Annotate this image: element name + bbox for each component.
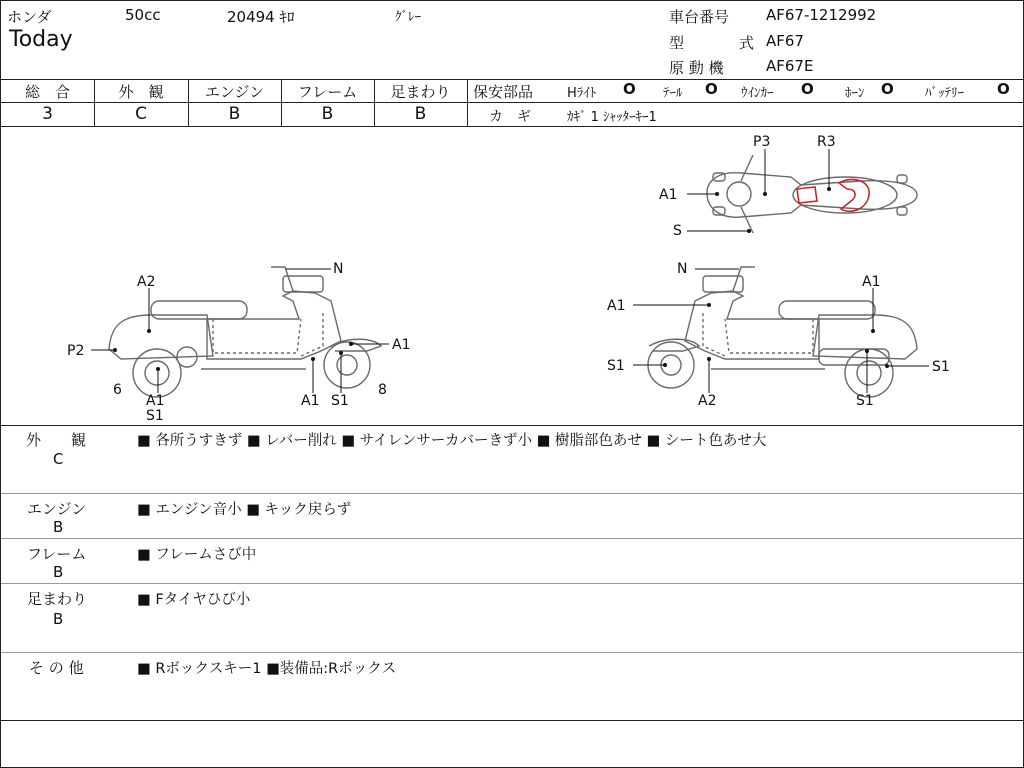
label-six: 6 (113, 382, 122, 398)
grade-label-frame: フレーム (297, 83, 358, 101)
grid-line (1, 425, 1023, 426)
type-value: AF67 (766, 32, 804, 50)
safety-item-horn: ﾎｰﾝ (845, 86, 865, 101)
safety-item-battery: ﾊﾞｯﾃﾘｰ (925, 86, 964, 101)
note: Fタイヤひび小 (155, 592, 251, 608)
label-n-right: N (677, 261, 688, 277)
safety-mark-headlight: O (623, 80, 636, 98)
engine-label: 原 動 機 (669, 59, 724, 77)
safety-mark-horn: O (881, 80, 894, 98)
grade-label-exterior: 外 観 (118, 83, 164, 101)
label-s1-right-bottom: S1 (856, 393, 874, 409)
section-label-suspension: 足まわり (27, 590, 88, 608)
note: フレームさび中 (155, 547, 257, 563)
note: レバー削れ (265, 433, 337, 449)
grade-label-engine: エンジン (204, 83, 265, 101)
label-a2-left: A2 (137, 274, 156, 290)
note: 樹脂部色あせ (554, 433, 642, 449)
type-label-2: 式 (739, 34, 755, 52)
safety-item-headlight: Hﾗｲﾄ (567, 86, 597, 101)
grade-value-suspension: B (414, 104, 427, 124)
damage-diagram (1, 127, 1023, 425)
safety-item-tail: ﾃｰﾙ (663, 86, 683, 101)
label-s1-right-front: S1 (607, 358, 625, 374)
section-label-engine: エンジン (27, 500, 87, 518)
grade-value-overall: 3 (42, 104, 53, 124)
maker: ホンダ (7, 8, 52, 26)
mileage: 20494 ｷﾛ (227, 8, 295, 26)
grid-line (1, 102, 467, 103)
label-eight: 8 (378, 382, 387, 398)
section-label-frame: フレーム (27, 545, 87, 563)
grade-value-frame: B (321, 104, 334, 124)
note: キック戻らず (264, 502, 352, 518)
label-s1-right-rear: S1 (932, 359, 950, 375)
note: 装備品:Rボックス (279, 661, 397, 677)
grid-line (1, 538, 1023, 539)
grid-line (1, 493, 1023, 494)
chassis-value: AF67-1212992 (766, 6, 877, 24)
label-a1-top: A1 (659, 187, 678, 203)
engine-value: AF67E (766, 57, 814, 75)
key-value: ｶｷﾞ 1 ｼｬｯﾀｰｷｰ1 (567, 110, 657, 125)
section-notes-suspension: ■ Fタイヤひび小 (137, 592, 251, 608)
safety-label: 保安部品 (473, 83, 534, 101)
label-a1-right-top: A1 (862, 274, 881, 290)
section-label-other: そ の 他 (29, 659, 84, 677)
type-label: 型 (669, 34, 685, 52)
label-s-top: S (673, 223, 682, 239)
grade-value-engine: B (228, 104, 241, 124)
label-p3: P3 (753, 134, 771, 150)
note: Rボックスキー1 (155, 661, 262, 677)
safety-item-winker: ｳｲﾝｶｰ (741, 86, 774, 101)
label-a1-left-front: A1 (392, 337, 411, 353)
grid-line (1, 720, 1023, 721)
displacement: 50cc (125, 6, 161, 24)
section-grade-exterior: C (53, 450, 64, 468)
section-notes-exterior: ■ 各所うすきず ■ レバー削れ ■ サイレンサーカバーきず小 ■ 樹脂部色あせ ■ シート色あせ大 (137, 433, 767, 449)
grid-line (467, 102, 1023, 103)
section-notes-other: ■ Rボックスキー1 ■装備品:Rボックス (137, 661, 397, 677)
safety-mark-battery: O (997, 80, 1010, 98)
label-a1-left-center: A1 (301, 393, 320, 409)
grade-label-overall: 総 合 (24, 83, 70, 101)
note: シート色あせ大 (664, 433, 767, 449)
scooter-top-view (707, 155, 917, 233)
key-label: カ ギ (489, 109, 531, 125)
grade-value-exterior: C (135, 104, 147, 124)
label-a1-right-front: A1 (607, 298, 626, 314)
note: 各所うすきず (155, 433, 243, 449)
grid-line (1, 652, 1023, 653)
label-r3: R3 (817, 134, 836, 150)
section-grade-engine: B (53, 518, 64, 536)
section-label-exterior: 外 観 (26, 431, 87, 449)
label-a2-right: A2 (698, 393, 717, 409)
color-value: ｸﾞﾚｰ (395, 10, 421, 25)
note: サイレンサーカバーきず小 (359, 433, 532, 449)
label-p2: P2 (67, 343, 85, 359)
model-name: Today (9, 27, 73, 52)
grade-label-suspension: 足まわり (390, 83, 451, 101)
chassis-label: 車台番号 (669, 8, 730, 26)
note: エンジン音小 (155, 502, 242, 518)
section-grade-frame: B (53, 563, 64, 581)
label-a1-left-rear: A1 (146, 393, 165, 409)
safety-mark-tail: O (705, 80, 718, 98)
label-n-left: N (333, 261, 344, 277)
section-notes-frame: ■ フレームさび中 (137, 547, 257, 563)
safety-mark-winker: O (801, 80, 814, 98)
section-notes-engine: ■ エンジン音小 ■ キック戻らず (137, 502, 352, 518)
label-s1-left-rear: S1 (146, 408, 164, 424)
grid-line (1, 583, 1023, 584)
grid-line (1, 79, 1023, 80)
section-grade-suspension: B (53, 610, 64, 628)
label-s1-left-center: S1 (331, 393, 349, 409)
